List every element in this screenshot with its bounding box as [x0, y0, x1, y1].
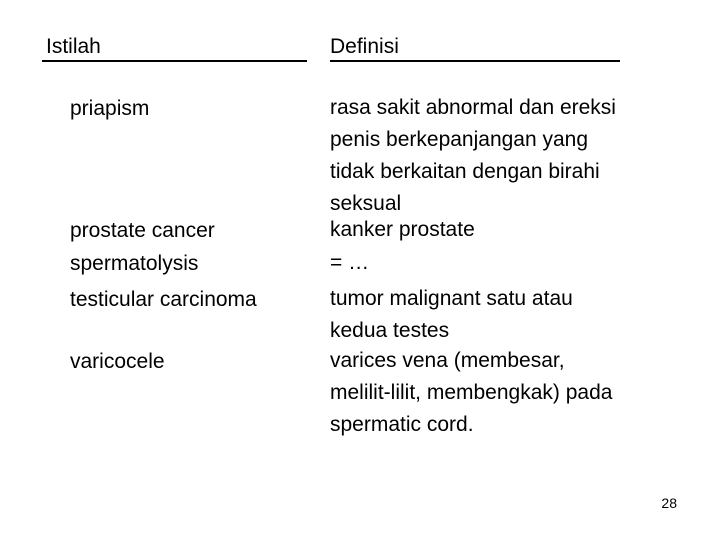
definition-varicocele	[330, 345, 690, 441]
page-number: 28	[661, 495, 677, 511]
header-term: Istilah	[42, 34, 307, 62]
definition-line: melilit-lilit, membengkak) pada	[330, 381, 613, 404]
term-priapism: priapism	[70, 97, 150, 120]
term-spermatolysis: spermatolysis	[70, 252, 199, 275]
header-definition: Definisi	[330, 34, 620, 62]
definition-line: = …	[330, 251, 370, 274]
term-varicocele: varicocele	[70, 350, 165, 373]
definition-line: tidak berkaitan dengan birahi	[330, 160, 600, 183]
definition-spermatolysis	[330, 247, 690, 279]
definition-line: varices vena (membesar,	[330, 349, 565, 372]
definition-line: seksual	[330, 192, 402, 215]
definition-testicular-carcinoma	[330, 283, 690, 347]
definition-line: penis berkepanjangan yang	[330, 128, 589, 151]
term-prostate-cancer: prostate cancer	[70, 219, 215, 242]
definition-prostate-cancer	[330, 214, 690, 246]
term-testicular-carcinoma: testicular carcinoma	[70, 288, 257, 311]
definition-line: kedua testes	[330, 319, 450, 342]
definition-priapism	[330, 92, 690, 220]
definition-line: kanker prostate	[330, 218, 475, 241]
definition-line: rasa sakit abnormal dan ereksi	[330, 96, 616, 119]
definition-line: tumor malignant satu atau	[330, 287, 573, 310]
definition-line: spermatic cord.	[330, 413, 474, 436]
